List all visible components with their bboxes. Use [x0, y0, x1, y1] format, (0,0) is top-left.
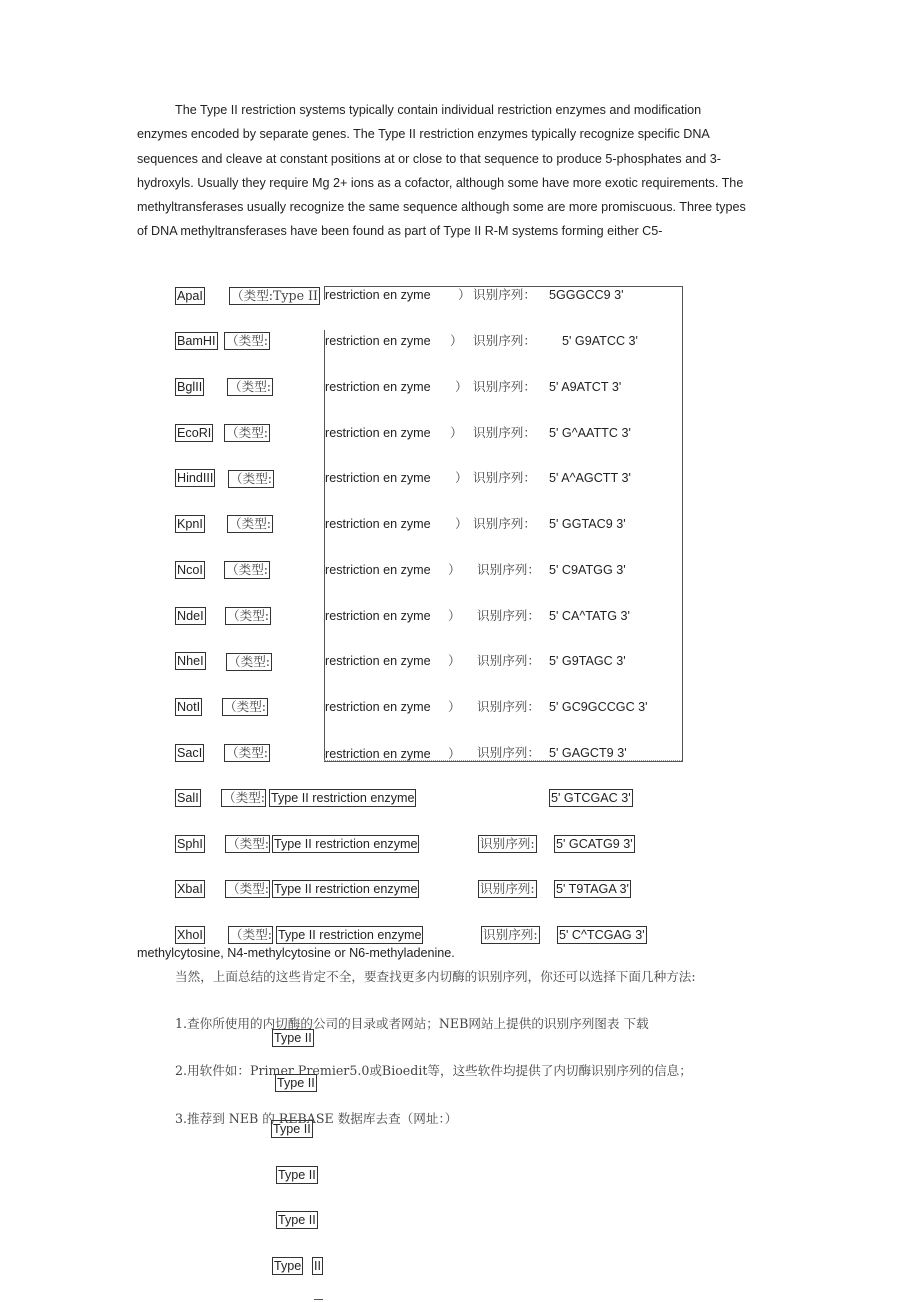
recognition-sequence: 5' A9ATCT 3' [549, 380, 622, 394]
enzyme-desc: restriction en zyme [325, 700, 431, 714]
seq-label: 识别序列： [477, 699, 540, 714]
recognition-sequence: 5' G^AATTC 3' [549, 426, 631, 440]
intro-line-2: enzymes encoded by separate genes. The Type II restriction enzymes typically recognize specific DNA [137, 127, 710, 142]
intro-line-5: methyltransferases usually recognize the same sequence although some are more promiscuous. Three types [137, 200, 746, 215]
seq-label: 识别序列： [477, 608, 540, 623]
type-ii-label: Type II [278, 1213, 316, 1227]
recognition-sequence: 5' G9ATCC 3' [562, 334, 638, 348]
enzyme-desc: restriction en zyme [325, 288, 431, 302]
seq-label: 识别序列： [473, 425, 536, 440]
enzyme-type: （类型: [227, 608, 270, 623]
method-1: 1.查你所使用的内切酶的公司的目录或者网站；NEB网站上提供的识别序列图表 下载 [175, 1016, 649, 1031]
seq-label: 识别序列： [477, 562, 540, 577]
enzyme-type: （类型: [227, 836, 270, 851]
ii-label: II [314, 1259, 321, 1273]
seq-label: 识别序列: [480, 836, 535, 851]
seq-label: 识别序列： [477, 653, 540, 668]
seq-label: 识别序列： [473, 379, 536, 394]
enzyme-desc: restriction en zyme [325, 609, 431, 623]
enzyme-type: （类型: [230, 927, 273, 942]
type-ii-label: Type II [274, 1031, 312, 1045]
paren: ） [448, 699, 461, 714]
type-ii-label: Type II [273, 1122, 311, 1136]
enzyme-desc: restriction en zyme [325, 747, 431, 761]
enzyme-name: NdeI [177, 609, 204, 623]
enzyme-name: HindIII [177, 471, 214, 485]
intro-line-6: of DNA methyltransferases have been found as part of Type II R-M systems forming either C5- [137, 224, 663, 239]
enzyme-type: （类型: [226, 562, 269, 577]
recognition-sequence: 5' GCATG9 3' [556, 837, 633, 851]
enzyme-type: （类型: [229, 379, 272, 394]
enzyme-type: （类型: [228, 654, 271, 669]
enzyme-name: BglII [177, 380, 203, 394]
recognition-sequence: 5' A^AGCTT 3' [549, 471, 631, 485]
enzyme-type: （类型: [227, 881, 270, 896]
enzyme-desc: restriction en zyme [325, 426, 431, 440]
enzyme-desc: Type II restriction enzyme [274, 882, 418, 896]
paren: ） [458, 287, 471, 302]
seq-label: 识别序列: [483, 927, 538, 942]
enzyme-name: NotI [177, 700, 201, 714]
enzyme-name: SalI [177, 791, 199, 805]
paren: ） [455, 470, 468, 485]
type-ii-label: Type II [278, 1168, 316, 1182]
recognition-sequence: 5' C9ATGG 3' [549, 563, 626, 577]
seq-label: 识别序列: [480, 881, 535, 896]
enzyme-type: （类型:Type II [231, 288, 319, 303]
intro-line-4: hydroxyls. Usually they require Mg 2+ ions as a cofactor, although some have more exotic requirements. The [137, 175, 744, 190]
paren: ） [450, 333, 463, 348]
paragraph-tail: methylcytosine, N4-methylcytosine or N6-methyladenine. [137, 946, 455, 960]
seq-label: 识别序列： [473, 333, 536, 348]
enzyme-desc: Type II restriction enzyme [271, 791, 415, 805]
recognition-sequence: 5' GGTAC9 3' [549, 517, 626, 531]
method-2: 2.用软件如：Primer Premier5.0或Bioedit等，这些软件均提供了内切酶识别序列的信息； [175, 1063, 692, 1078]
enzyme-desc: restriction en zyme [325, 654, 431, 668]
enzyme-name: NheI [177, 654, 204, 668]
paren: ） [450, 425, 463, 440]
enzyme-desc: restriction en zyme [325, 517, 431, 531]
note-text: 当然，上面总结的这些肯定不全，要查找更多内切酶的识别序列，你还可以选择下面几种方法: [175, 969, 696, 984]
recognition-sequence: 5' C^TCGAG 3' [559, 928, 645, 942]
paren: ） [455, 379, 468, 394]
enzyme-desc: restriction en zyme [325, 563, 431, 577]
recognition-sequence: 5' GC9GCCGC 3' [549, 700, 648, 714]
enzyme-name: SacI [177, 746, 203, 760]
seq-label: 识别序列： [473, 516, 536, 531]
type-label: Type [274, 1259, 302, 1273]
seq-label: 识别序列： [477, 745, 540, 760]
paren: ） [448, 608, 461, 623]
enzyme-name: KpnI [177, 517, 203, 531]
enzyme-desc: restriction en zyme [325, 334, 431, 348]
enzyme-name: XbaI [177, 882, 203, 896]
enzyme-desc: restriction en zyme [325, 380, 431, 394]
intro-paragraph [137, 98, 797, 244]
recognition-sequence: 5' G9TAGC 3' [549, 654, 626, 668]
enzyme-desc: restriction en zyme [325, 471, 431, 485]
trailing-mark [314, 1299, 323, 1300]
intro-line-1: The Type II restriction systems typically contain individual restriction enzymes and modification [175, 103, 702, 117]
recognition-sequence: 5' T9TAGA 3' [556, 882, 629, 896]
enzyme-type: （类型: [224, 699, 267, 714]
recognition-sequence: 5' CA^TATG 3' [549, 609, 630, 623]
enzyme-name: ApaI [177, 289, 203, 303]
enzyme-name: SphI [177, 837, 203, 851]
enzyme-type: （类型: [223, 790, 266, 805]
enzyme-type: （类型: [226, 425, 269, 440]
recognition-sequence: 5' GTCGAC 3' [551, 791, 631, 805]
enzyme-name: BamHI [177, 334, 216, 348]
paren: ） [448, 653, 461, 668]
enzyme-name: XhoI [177, 928, 203, 942]
method-3: 3.推荐到 NEB 的 REBASE 数据库去查（网址：） [175, 1111, 458, 1126]
seq-label: 识别序列： [473, 470, 536, 485]
enzyme-desc: Type II restriction enzyme [278, 928, 422, 942]
enzyme-type: （类型: [226, 745, 269, 760]
intro-line-3: sequences and cleave at constant positions at or close to that sequence to produce 5-phosphates and 3- [137, 151, 721, 166]
enzyme-type: （类型: [226, 333, 269, 348]
recognition-sequence: 5GGGCC9 3' [549, 288, 624, 302]
paren: ） [448, 746, 461, 761]
enzyme-name: EcoRI [177, 426, 212, 440]
enzyme-type: （类型: [229, 516, 272, 531]
enzyme-desc: Type II restriction enzyme [274, 837, 418, 851]
enzyme-type: （类型: [230, 471, 273, 486]
paren: ） [448, 562, 461, 577]
recognition-sequence: 5' GAGCT9 3' [549, 746, 627, 760]
type-ii-label: Type II [277, 1076, 315, 1090]
enzyme-name: NcoI [177, 563, 203, 577]
paren: ） [455, 516, 468, 531]
seq-label: 识别序列： [473, 287, 536, 302]
